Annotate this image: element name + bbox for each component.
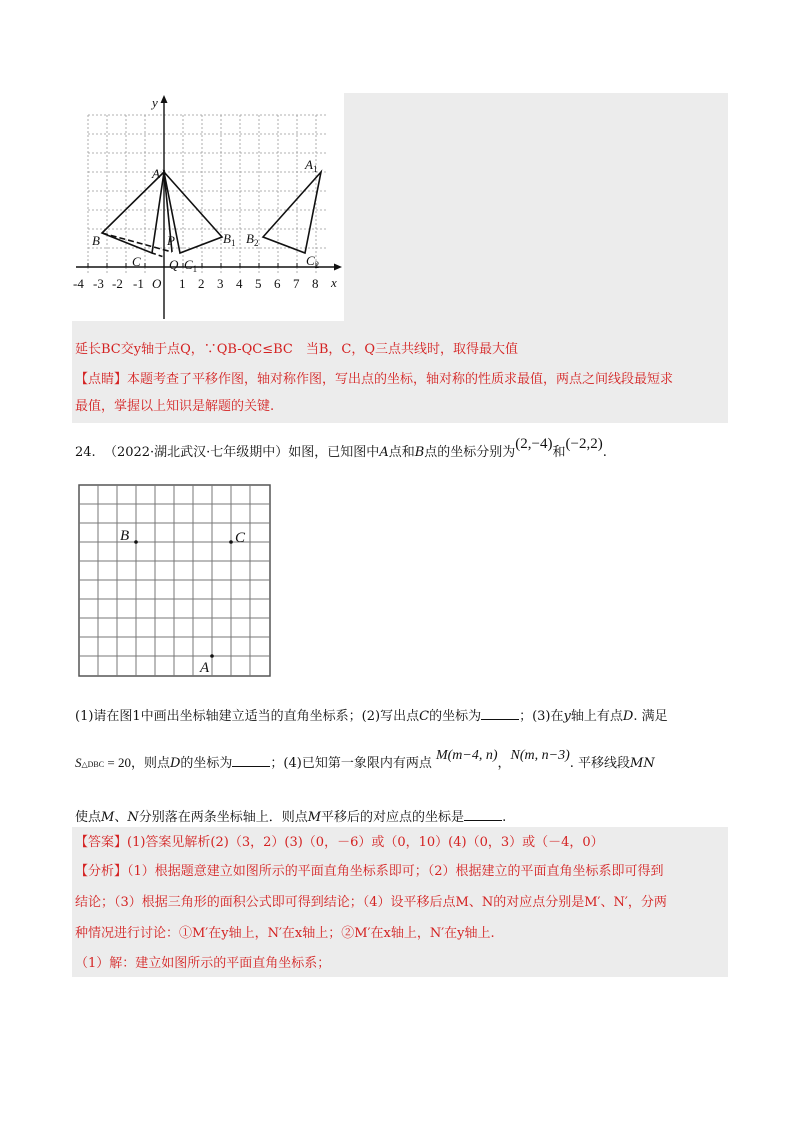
q24-parts-line3: 使点M、N分别落在两条坐标轴上．则点M平移后的对应点的坐标是 .	[75, 810, 507, 825]
svg-text:y: y	[152, 95, 158, 110]
analysis-line-2: 结论；（3）根据三角形的面积公式即可得到结论；（4）设平移后点M、N的对应点分别是M′、N′，分两	[75, 895, 667, 910]
svg-text:4: 4	[236, 276, 243, 291]
answer-blank-4[interactable]	[464, 808, 502, 821]
svg-text:A: A	[200, 660, 210, 676]
svg-text:-1: -1	[133, 276, 144, 291]
figure-1	[72, 93, 344, 321]
coord-b: (−2,2)	[565, 436, 603, 452]
solution-step-1: （1）解：建立如图所示的平面直角坐标系；	[75, 956, 331, 971]
svg-text:Q: Q	[169, 257, 179, 272]
point-a	[210, 654, 214, 658]
svg-text:C2: $C_2$	[306, 253, 320, 270]
svg-text:1: 1	[179, 276, 186, 291]
analysis-line-3: 种情况进行讨论：①M′在y轴上，N′在x轴上；②M′在x轴上，N′在y轴上.	[75, 926, 495, 941]
answer-line	[75, 833, 725, 853]
solution-line: 延长BC交y轴于点Q，∵QB-QC≤BC 当B，C，Q三点共线时，取得最大值	[75, 342, 518, 357]
answer-blank-2[interactable]	[481, 707, 519, 720]
analysis-line-1: 【分析】（1）根据题意建立如图所示的平面直角坐标系即可；（2）根据建立的平面直角坐标系即可得到	[75, 864, 664, 879]
question-number: 24.	[75, 445, 96, 460]
tip-paragraph-2: 最值，掌握以上知识是解题的关键.	[75, 399, 275, 414]
svg-text:C1: $C_1$	[184, 257, 198, 274]
svg-text:B: B	[92, 233, 100, 248]
svg-text:B2: $B_2$	[246, 231, 259, 248]
svg-text:C: C	[235, 530, 246, 546]
svg-text:6: 6	[274, 276, 281, 291]
tip-tag: 【点睛】	[75, 372, 128, 387]
svg-text:A1: $A_1$	[305, 157, 318, 174]
tip-text: 本题考查了平移作图，轴对称作图，写出点的坐标，轴对称的性质求最值，两点之间线段最短求	[127, 372, 674, 387]
svg-text:x: x	[331, 275, 337, 290]
analysis-tag: 【分析】	[75, 864, 128, 879]
svg-text:7: 7	[293, 276, 300, 291]
svg-text:C: C	[132, 254, 141, 269]
triangle-a1b2c2	[263, 172, 321, 253]
svg-text:-3: -3	[93, 276, 104, 291]
svg-text:-2: -2	[112, 276, 123, 291]
svg-text:8: 8	[312, 276, 319, 291]
svg-text:P: P	[167, 233, 175, 248]
question-24-stem: 24. （2022·湖北武汉·七年级期中）如图，已知图中A点和B点的坐标分别为(2,−4)和(−2,2).	[75, 436, 607, 460]
svg-text:3: 3	[217, 276, 224, 291]
x-tick-labels	[73, 276, 319, 291]
svg-text:B: B	[120, 528, 130, 544]
point-c	[229, 540, 233, 544]
figure-2	[78, 484, 272, 678]
answer-text: (1)答案见解析(2)（3，2）(3)（0，－6）或（0，10）(4)（0，3）或（－4，0）	[127, 835, 604, 850]
q24-parts-line1: (1)请在图1中画出坐标轴建立适当的直角坐标系；(2)写出点C的坐标为 ；(3)在y轴上有点D. 满足	[75, 709, 668, 724]
svg-text:B1: $B_1$	[223, 231, 236, 248]
svg-text:2: 2	[198, 276, 205, 291]
answer-tag: 【答案】	[75, 835, 128, 850]
svg-text:A: A	[152, 166, 160, 181]
svg-text:5: 5	[255, 276, 262, 291]
svg-text:O: O	[152, 276, 162, 291]
svg-text:-4: -4	[73, 276, 84, 291]
answer-blank-3[interactable]	[232, 754, 270, 767]
q24-parts-line2: S△DBC = 20，则点D的坐标为 ；(4)已知第一象限内有两点 M(m−4, n)，N(m, n−3). 平移线段MN	[75, 748, 655, 771]
coord-a: (2,−4)	[515, 436, 553, 452]
point-b	[134, 540, 138, 544]
tip-paragraph	[75, 370, 725, 390]
